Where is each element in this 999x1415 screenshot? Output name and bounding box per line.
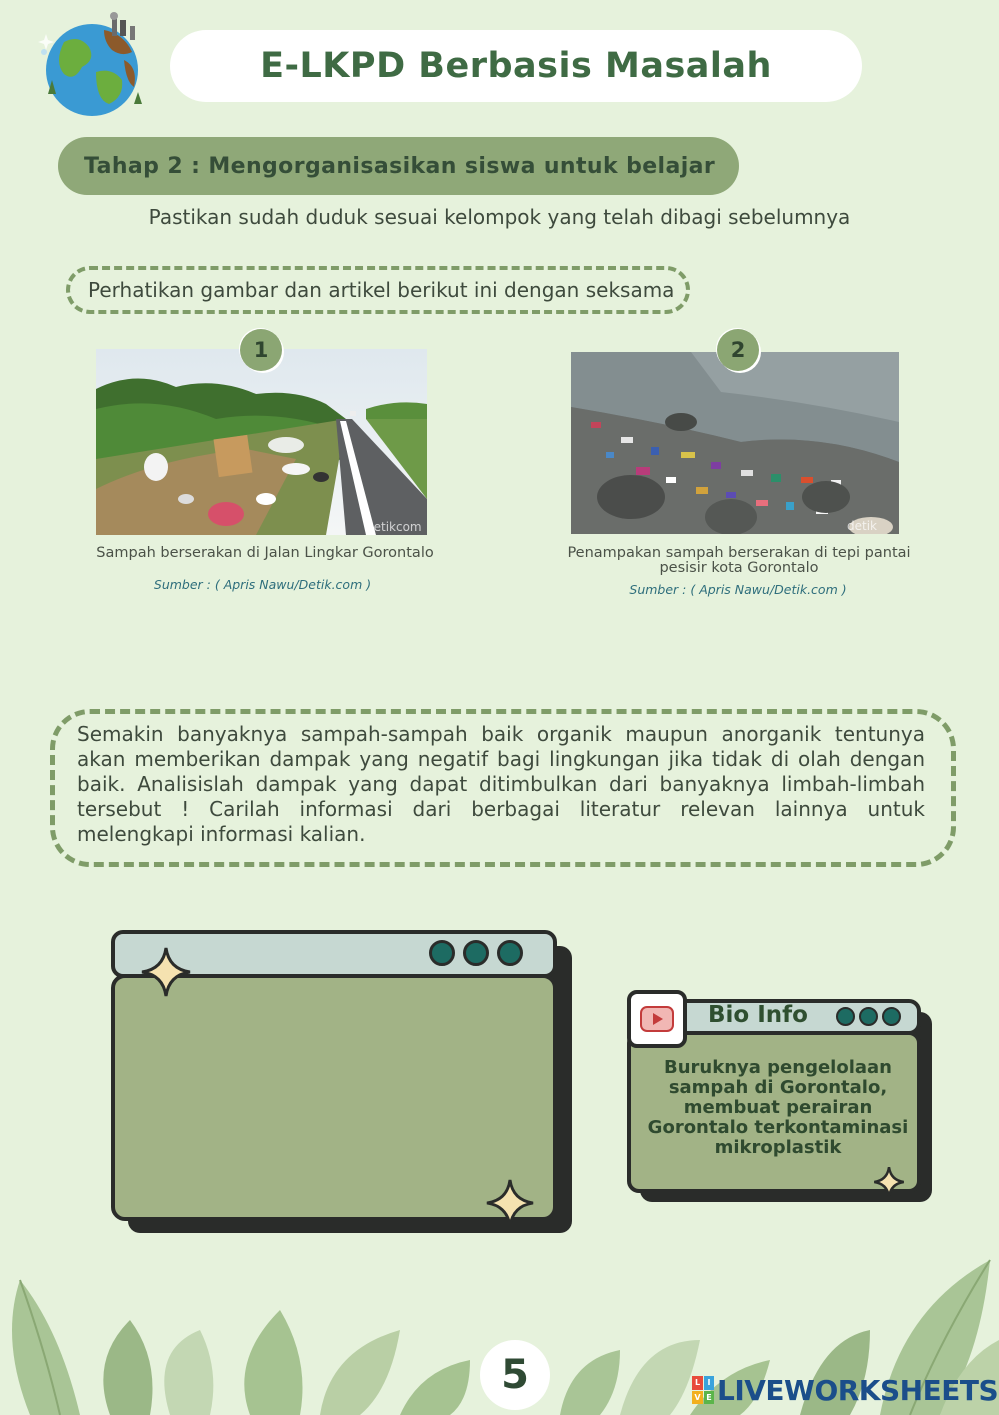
bio-info-title: Bio Info xyxy=(708,1002,808,1028)
photo2-watermark: detik xyxy=(847,519,877,533)
window-dot-icon xyxy=(429,940,455,966)
figure2-caption xyxy=(535,546,943,576)
figure1-caption: Sampah berserakan di Jalan Lingkar Gorontalo xyxy=(96,545,434,561)
window-dot-icon xyxy=(497,940,523,966)
figure2-caption-line2: pesisir kota Gorontalo xyxy=(659,560,819,576)
observe-note xyxy=(66,266,690,314)
photo-roadside-trash xyxy=(96,349,427,535)
sparkle-icon xyxy=(140,946,192,1002)
liveworksheets-icon: L I V E xyxy=(692,1376,714,1404)
figure2-caption-line1: Penampakan sampah berserakan di tepi pantai xyxy=(567,545,911,561)
figure-number-badge: 2 xyxy=(717,329,759,371)
window-dot-icon xyxy=(836,1007,855,1026)
article-text: Semakin banyaknya sampah-sampah baik organik maupun anorganik tentunya akan memberikan dampak yang negatif bagi lingkungan jika tidak di olah dengan baik. Analisislah dampak yang dapat ditimbulkan dari banyaknya limbah-limbah tersebut ! Carilah informasi dari berbagai literatur relevan lainnya untuk melengkapi informasi kalian. xyxy=(77,722,925,846)
liveworksheets-brand: LIVEWORKSHEETS xyxy=(717,1373,999,1407)
page-number: 5 xyxy=(480,1340,550,1410)
window-dot-icon xyxy=(882,1007,901,1026)
stage-title: Tahap 2 : Mengorganisasikan siswa untuk belajar xyxy=(84,153,716,179)
video-play-button[interactable] xyxy=(627,990,687,1048)
photo-beach-trash xyxy=(571,352,899,534)
title-banner xyxy=(170,30,862,102)
article-box xyxy=(50,709,956,867)
sparkle-icon xyxy=(485,1178,535,1232)
instruction-text: Pastikan sudah duduk sesuai kelompok yang telah dibagi sebelumnya xyxy=(148,205,851,229)
sparkle-icon xyxy=(873,1166,905,1202)
stage-banner xyxy=(58,137,739,195)
page-title: E-LKPD Berbasis Masalah xyxy=(260,46,772,86)
earth-illustration xyxy=(34,12,154,122)
figure2-source: Sumber : ( Apris Nawu/Detik.com ) xyxy=(629,582,847,597)
figure-number-badge: 1 xyxy=(240,329,282,371)
play-icon xyxy=(640,1006,674,1032)
figure1-source: Sumber : ( Apris Nawu/Detik.com ) xyxy=(153,577,372,592)
window-dot-icon xyxy=(859,1007,878,1026)
bio-info-text: Buruknya pengelolaan sampah di Gorontalo, membuat perairan Gorontalo terkontaminasi mikroplastik xyxy=(647,1057,909,1158)
window-dot-icon xyxy=(463,940,489,966)
photo1-watermark: detikcom xyxy=(366,520,422,534)
observe-note-text: Perhatikan gambar dan artikel berikut ini dengan seksama xyxy=(88,278,675,302)
liveworksheets-logo[interactable] xyxy=(692,1370,998,1410)
